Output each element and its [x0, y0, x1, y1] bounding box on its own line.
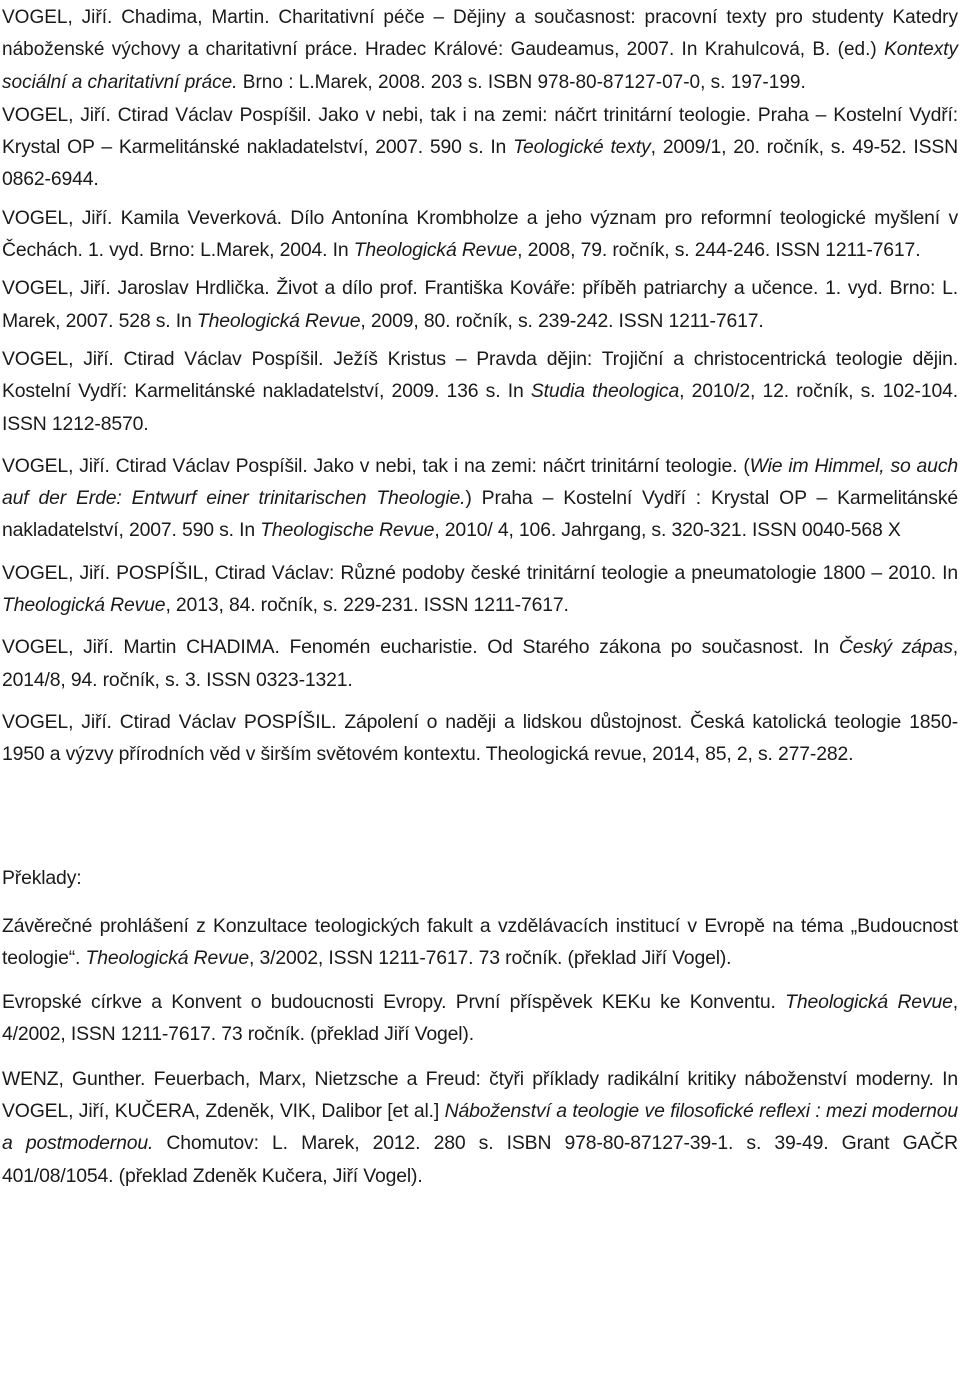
entry-text: VOGEL, Jiří. Jaroslav Hrdlička. Život a dílo prof. Františka Kováře: příběh patriarchy a učence. 1. vyd. Brno: L. Marek, 2007. 528 s. In: [2, 277, 958, 332]
translation-entry: [2, 910, 958, 975]
entry-text: Brno : L.Marek, 2008. 203 s. ISBN 978-80-87127-07-0, s. 197-199.: [237, 71, 806, 93]
entry-text: , 2014/8, 94. ročník, s. 3. ISSN 0323-1321.: [2, 636, 958, 691]
entry-italic-title: Theologická Revue: [353, 239, 518, 262]
entry-text: VOGEL, Jiří. Ctirad Václav Pospíšil. Ježíš Kristus – Pravda dějin: Trojiční a christocentrická teologie dějin. Kostelní Vydří: Karmelitánské nakladatelství, 2009. 136 s. In: [2, 347, 958, 403]
entry-text: Závěrečné prohlášení z Konzultace teologických fakult a vzdělávacích institucí v Evropě na téma „Budoucnost teologie“.: [2, 914, 958, 969]
bibliography-entry: [2, 343, 958, 440]
translation-entry: [2, 986, 958, 1051]
entry-italic-title: Teologické texty: [513, 136, 651, 159]
entry-text: Evropské církve a Konvent o budoucnosti Evropy. První příspěvek KEKu ke Konventu.: [2, 991, 786, 1014]
entry-text: , 3/2002, ISSN 1211-7617. 73 ročník. (překlad Jiří Vogel).: [248, 946, 732, 969]
bibliography-entry: [2, 2, 958, 99]
entry-text: , 2010/ 4, 106. Jahrgang, s. 320-321. ISSN 0040-568 X: [434, 519, 901, 542]
entry-text: , 2009/1, 20. ročník, s. 49-52. ISSN 0862-6944.: [2, 136, 958, 191]
entry-italic-title: Kontexty sociální a charitativní práce.: [2, 39, 958, 93]
entry-italic-title: Theologická Revue: [196, 309, 361, 332]
entry-italic-title: Theologische Revue: [260, 519, 435, 542]
entry-italic-title: Theologická Revue: [2, 594, 166, 617]
entry-italic-title: Studia theologica: [530, 380, 680, 403]
bibliography-entry: [2, 272, 958, 337]
bibliography-entry: [2, 99, 958, 196]
translations-heading: Překlady:: [2, 866, 82, 889]
entry-text: , 2009, 80. ročník, s. 239-242. ISSN 1211-7617.: [360, 309, 764, 332]
entry-italic-title: Český zápas: [838, 636, 953, 659]
entry-italic-title: Theologická Revue: [785, 991, 953, 1014]
entry-italic-title: Theologická Revue: [85, 946, 249, 969]
bibliography-entry: [2, 450, 958, 547]
entry-text: Chomutov: L. Marek, 2012. 280 s. ISBN 978-80-87127-39-1. s. 39-49. Grant GAČR 401/08/1054. (překlad Zdeněk Kučera, Jiří Vogel).: [2, 1132, 958, 1187]
entry-text: ) Praha – Kostelní Vydří : Krystal OP – Karmelitánské nakladatelství, 2007. 590 s. In: [2, 487, 958, 542]
entry-text: VOGEL, Jiří. Ctirad Václav Pospíšil. Jako v nebi, tak i na zemi: náčrt trinitární teologie. Praha – Kostelní Vydří: Krystal OP – Karmelitánské nakladatelství, 2007. 590 s. In: [2, 103, 958, 159]
entry-text: , 4/2002, ISSN 1211-7617. 73 ročník. (překlad Jiří Vogel).: [2, 991, 958, 1046]
bibliography-entry: [2, 202, 958, 267]
entry-text: VOGEL, Jiří. Ctirad Václav POSPÍŠIL. Zápolení o naději a lidskou důstojnost. Česká katolická teologie 1850-1950 a výzvy přírodních věd v širším světovém kontextu. Theologická revue, 2014, 85, 2, s. 277-282.: [2, 710, 958, 766]
entry-text: VOGEL, Jiří. Martin CHADIMA. Fenomén eucharistie. Od Starého zákona po současnost. In: [2, 636, 839, 659]
entry-italic-title: Wie im Himmel, so auch auf der Erde: Entwurf einer trinitarischen Theologie.: [2, 454, 958, 510]
bibliography-entry: [2, 631, 958, 696]
entry-text: VOGEL, Jiří. POSPÍŠIL, Ctirad Václav: Různé podoby české trinitární teologie a pneumatologie 1800 – 2010. In: [2, 561, 958, 584]
entry-text: , 2013, 84. ročník, s. 229-231. ISSN 1211-7617.: [165, 594, 569, 617]
entry-text: VOGEL, Jiří. Ctirad Václav Pospíšil. Jako v nebi, tak i na zemi: náčrt trinitární teologie. (: [2, 454, 750, 477]
translation-entry: [2, 1063, 958, 1192]
entry-text: VOGEL, Jiří. Chadima, Martin. Charitativní péče – Dějiny a současnost: pracovní texty pro studenty Katedry náboženské výchovy a charitativní práce. Hradec Králové: Gaudeamus, 2007. In Krahulcová, B. (ed.): [2, 7, 958, 61]
entry-italic-title: Náboženství a teologie ve filosofické reflexi : mezi modernou a postmodernou.: [2, 1100, 958, 1155]
entry-text: , 2010/2, 12. ročník, s. 102-104. ISSN 1212-8570.: [2, 380, 959, 435]
bibliography-entry: [2, 557, 958, 622]
entry-text: VOGEL, Jiří. Kamila Veverková. Dílo Antonína Krombholze a jeho význam pro reformní teologické myšlení v Čechách. 1. vyd. Brno: L.Marek, 2004. In: [2, 206, 958, 262]
bibliography-entry: [2, 706, 958, 771]
entry-text: WENZ, Gunther. Feuerbach, Marx, Nietzsche a Freud: čtyři příklady radikální kritiky náboženství moderny. In VOGEL, Jiří, KUČERA, Zdeněk, VIK, Dalibor [et al.]: [2, 1067, 958, 1123]
entry-text: , 2008, 79. ročník, s. 244-246. ISSN 1211-7617.: [517, 239, 921, 262]
